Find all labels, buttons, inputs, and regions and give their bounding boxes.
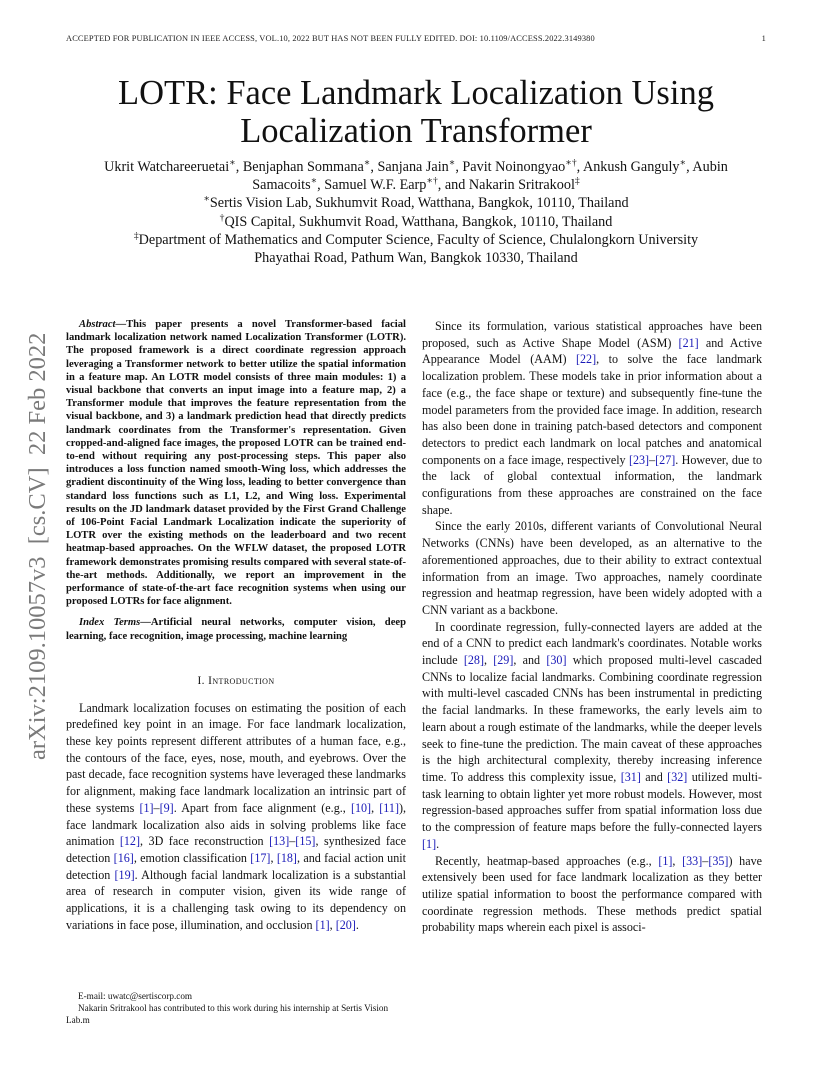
citation-link[interactable]: [1] bbox=[658, 853, 673, 868]
author-block bbox=[66, 158, 766, 267]
citation-link[interactable]: [35] bbox=[708, 853, 729, 868]
citation-link[interactable]: [23] bbox=[628, 452, 650, 467]
citation-link[interactable]: [18] bbox=[276, 850, 297, 865]
section-heading-introduction: I. Introduction bbox=[197, 674, 275, 687]
left-column bbox=[66, 318, 406, 933]
citation-link[interactable]: [27] bbox=[655, 452, 676, 467]
citation-link[interactable]: [21] bbox=[678, 335, 699, 350]
citation-link[interactable]: [1] bbox=[315, 917, 330, 932]
footnote-email: E-mail: uwatc@sertiscorp.com bbox=[78, 991, 193, 1001]
footnote-block bbox=[66, 990, 406, 1027]
author-list: Ukrit Watchareeruetai∗, Benjaphan Sommana∗, Sanjana Jain∗, Pavit Noinongyao∗†, Ankush Ganguly∗, Aubin Samacoits∗, Samuel W.F. Earp∗†, and Nakarin Sritrakool‡ bbox=[104, 157, 728, 194]
title-line-1: LOTR: Face Landmark Localization Using bbox=[118, 74, 714, 112]
citation-link[interactable]: [33] bbox=[682, 853, 703, 868]
citation-link[interactable]: [15] bbox=[295, 834, 316, 849]
citation-link[interactable]: [28] bbox=[463, 653, 484, 668]
index-terms: Index Terms—Artificial neural networks, computer vision, deep learning, face recognition, image processing, machine learning bbox=[66, 617, 406, 642]
intro-paragraph-4: In coordinate regression, fully-connected layers are added at the end of a CNN to predict each landmark's coordinates. Notable works include [28], [29], and [30] which proposed multi-level cascaded CNNs to localize facial landmarks. Combining coordinate regression with multi-level cascaded CNNs has been instrumental in predicting the facial landmarks. In these frameworks, the early levels aim to learn about a rough estimate of the landmarks, while the deeper levels seek to fine-tune the prediction. The main caveat of these approaches is the high architectural complexity, thereby increasing inference time. To address this complexity issue, [31] and [32] utilized multi-task learning to obtain lighter yet more robust models. However, most regression-based approaches suffer from spatial information loss due to the compression of feature maps before the fully-connected layers [1]. bbox=[422, 619, 762, 851]
citation-link[interactable]: [30] bbox=[546, 653, 567, 668]
paper-title bbox=[66, 74, 766, 150]
arxiv-stamp-text: arXiv:2109.10057v3 [cs.CV] 22 Feb 2022 bbox=[24, 332, 51, 760]
arxiv-identifier-stamp bbox=[14, 284, 56, 760]
footnote-internship: Nakarin Sritrakool has contributed to this work during his internship at Sertis Vision Lab.m bbox=[66, 1003, 389, 1026]
intro-paragraph-1: Landmark localization focuses on estimating the position of each predefined key point in an image. For face landmark localization, these key points represent different attributes of a human face, e.g., the contours of the face, eyes, nose, mouth, and eyebrows. Over the past decade, face recognition systems have leveraged these landmarks for alignment, making face landmark localization an intrinsic part of these systems [1]–[9]. Apart from face alignment (e.g., [10], [11]), face landmark localization also aids in solving problems like face animation [12], 3D face reconstruction [13]–[15], synthesized face detection [16], emotion classification [17], [18], and facial action unit detection [19]. Although facial landmark localization is a substantial area of research in computer vision, given its wide range of applications, it is a challenging task owing to its dependency on variations in face pose, illumination, and occlusion [1], [20]. bbox=[66, 700, 407, 932]
citation-link[interactable]: [17] bbox=[250, 850, 271, 865]
citation-link[interactable]: [13] bbox=[269, 834, 290, 849]
affiliation-1: ∗Sertis Vision Lab, Sukhumvit Road, Watthana, Bangkok, 10110, Thailand bbox=[203, 193, 629, 212]
page-number: 1 bbox=[761, 34, 766, 43]
intro-paragraph-2: Since its formulation, various statistical approaches have been proposed, such as Active Shape Model (ASM) [21] and Active Appearance Model (AAM) [22], to solve the face landmark localization problem. These models take in prior information about a face (e.g., the face shape or texture) and subsequently fine-tune the model parameters from the provided face image. In addition, research has also been done in training patch-based detectors and component detectors to predict each landmark on local patches and anatomical components on a face image, respectively [23]–[27]. However, due to the lack of global contextual information, the landmark configurations from these approaches are constrained on the face shape. bbox=[422, 319, 763, 517]
citation-link[interactable]: [32] bbox=[667, 769, 688, 784]
citation-link[interactable]: [1] bbox=[139, 800, 154, 815]
affiliation-2: †QIS Capital, Sukhumvit Road, Watthana, Bangkok, 10110, Thailand bbox=[219, 211, 613, 230]
intro-paragraph-5: Recently, heatmap-based approaches (e.g., [1], [33]–[35]) have extensively been used for face landmark localization as they better utilize spatial information to boost the performance compared with coordinate regression methods. These methods predict spatial probability maps wherein each pixel is associ- bbox=[422, 853, 762, 935]
affiliation-3: ‡Department of Mathematics and Computer Science, Faculty of Science, Chulalongkorn University Phayathai Road, Pathum Wan, Bangkok 10330, Thailand bbox=[133, 230, 699, 267]
citation-link[interactable]: [19] bbox=[114, 867, 135, 882]
citation-link[interactable]: [11] bbox=[379, 800, 399, 815]
citation-link[interactable]: [16] bbox=[113, 850, 134, 865]
citation-link[interactable]: [9] bbox=[159, 800, 174, 815]
title-line-2: Localization Transformer bbox=[240, 112, 592, 150]
citation-link[interactable]: [12] bbox=[119, 834, 141, 849]
right-column bbox=[422, 318, 762, 936]
citation-link[interactable]: [31] bbox=[620, 769, 641, 784]
running-head-text: ACCEPTED FOR PUBLICATION IN IEEE ACCESS, VOL.10, 2022 BUT HAS NOT BEEN FULLY EDITED. DOI: 10.1109/ACCESS.2022.3149380 bbox=[66, 34, 595, 43]
running-header bbox=[66, 34, 766, 43]
citation-link[interactable]: [10] bbox=[350, 800, 372, 815]
abstract: Abstract—This paper presents a novel Transformer-based facial landmark localization network named Localization Transformer (LOTR). The proposed framework is a direct coordinate regression approach leveraging a Transformer network to better utilize the spatial information in a feature map. An LOTR model consists of three main modules: 1) a visual backbone that converts an input image into a feature map, 2) a Transformer module that improves the feature representation from the visual backbone, and 3) a landmark prediction head that directly predicts landmark coordinates from the Transformer's representation. Given cropped-and-aligned face images, the proposed LOTR can be trained end-to-end without requiring any post-processing steps. This paper also introduces a loss function named smooth-Wing loss, which addresses the gradient discontinuity of the Wing loss, leading to better convergence than standard loss functions such as L1, L2, and Wing loss. Experimental results on the JD landmark dataset provided by the First Grand Challenge of 106-Point Facial Landmark Localization indicate the superiority of LOTR over the existing methods on the leaderboard and two recent heatmap-based approaches. On the WFLW dataset, the proposed LOTR framework demonstrates promising results compared with several state-of-the-art methods. Additionally, we report an improvement in the performance of state-of-the-art face recognition systems when using our proposed LOTRs for face alignment. bbox=[66, 319, 406, 608]
citation-link[interactable]: [29] bbox=[493, 653, 514, 668]
citation-link[interactable]: [1] bbox=[422, 836, 437, 851]
citation-link[interactable]: [20] bbox=[335, 917, 356, 932]
citation-link[interactable]: [22] bbox=[575, 352, 597, 367]
intro-paragraph-3: Since the early 2010s, different variants of Convolutional Neural Networks (CNNs) have been developed, as an alternative to the aforementioned approaches, due to their ability to extract contextual information from an image. Two approaches, namely coordinate regression and heatmap regression, have been widely adopted with a CNN variant as a backbone. bbox=[422, 519, 762, 617]
